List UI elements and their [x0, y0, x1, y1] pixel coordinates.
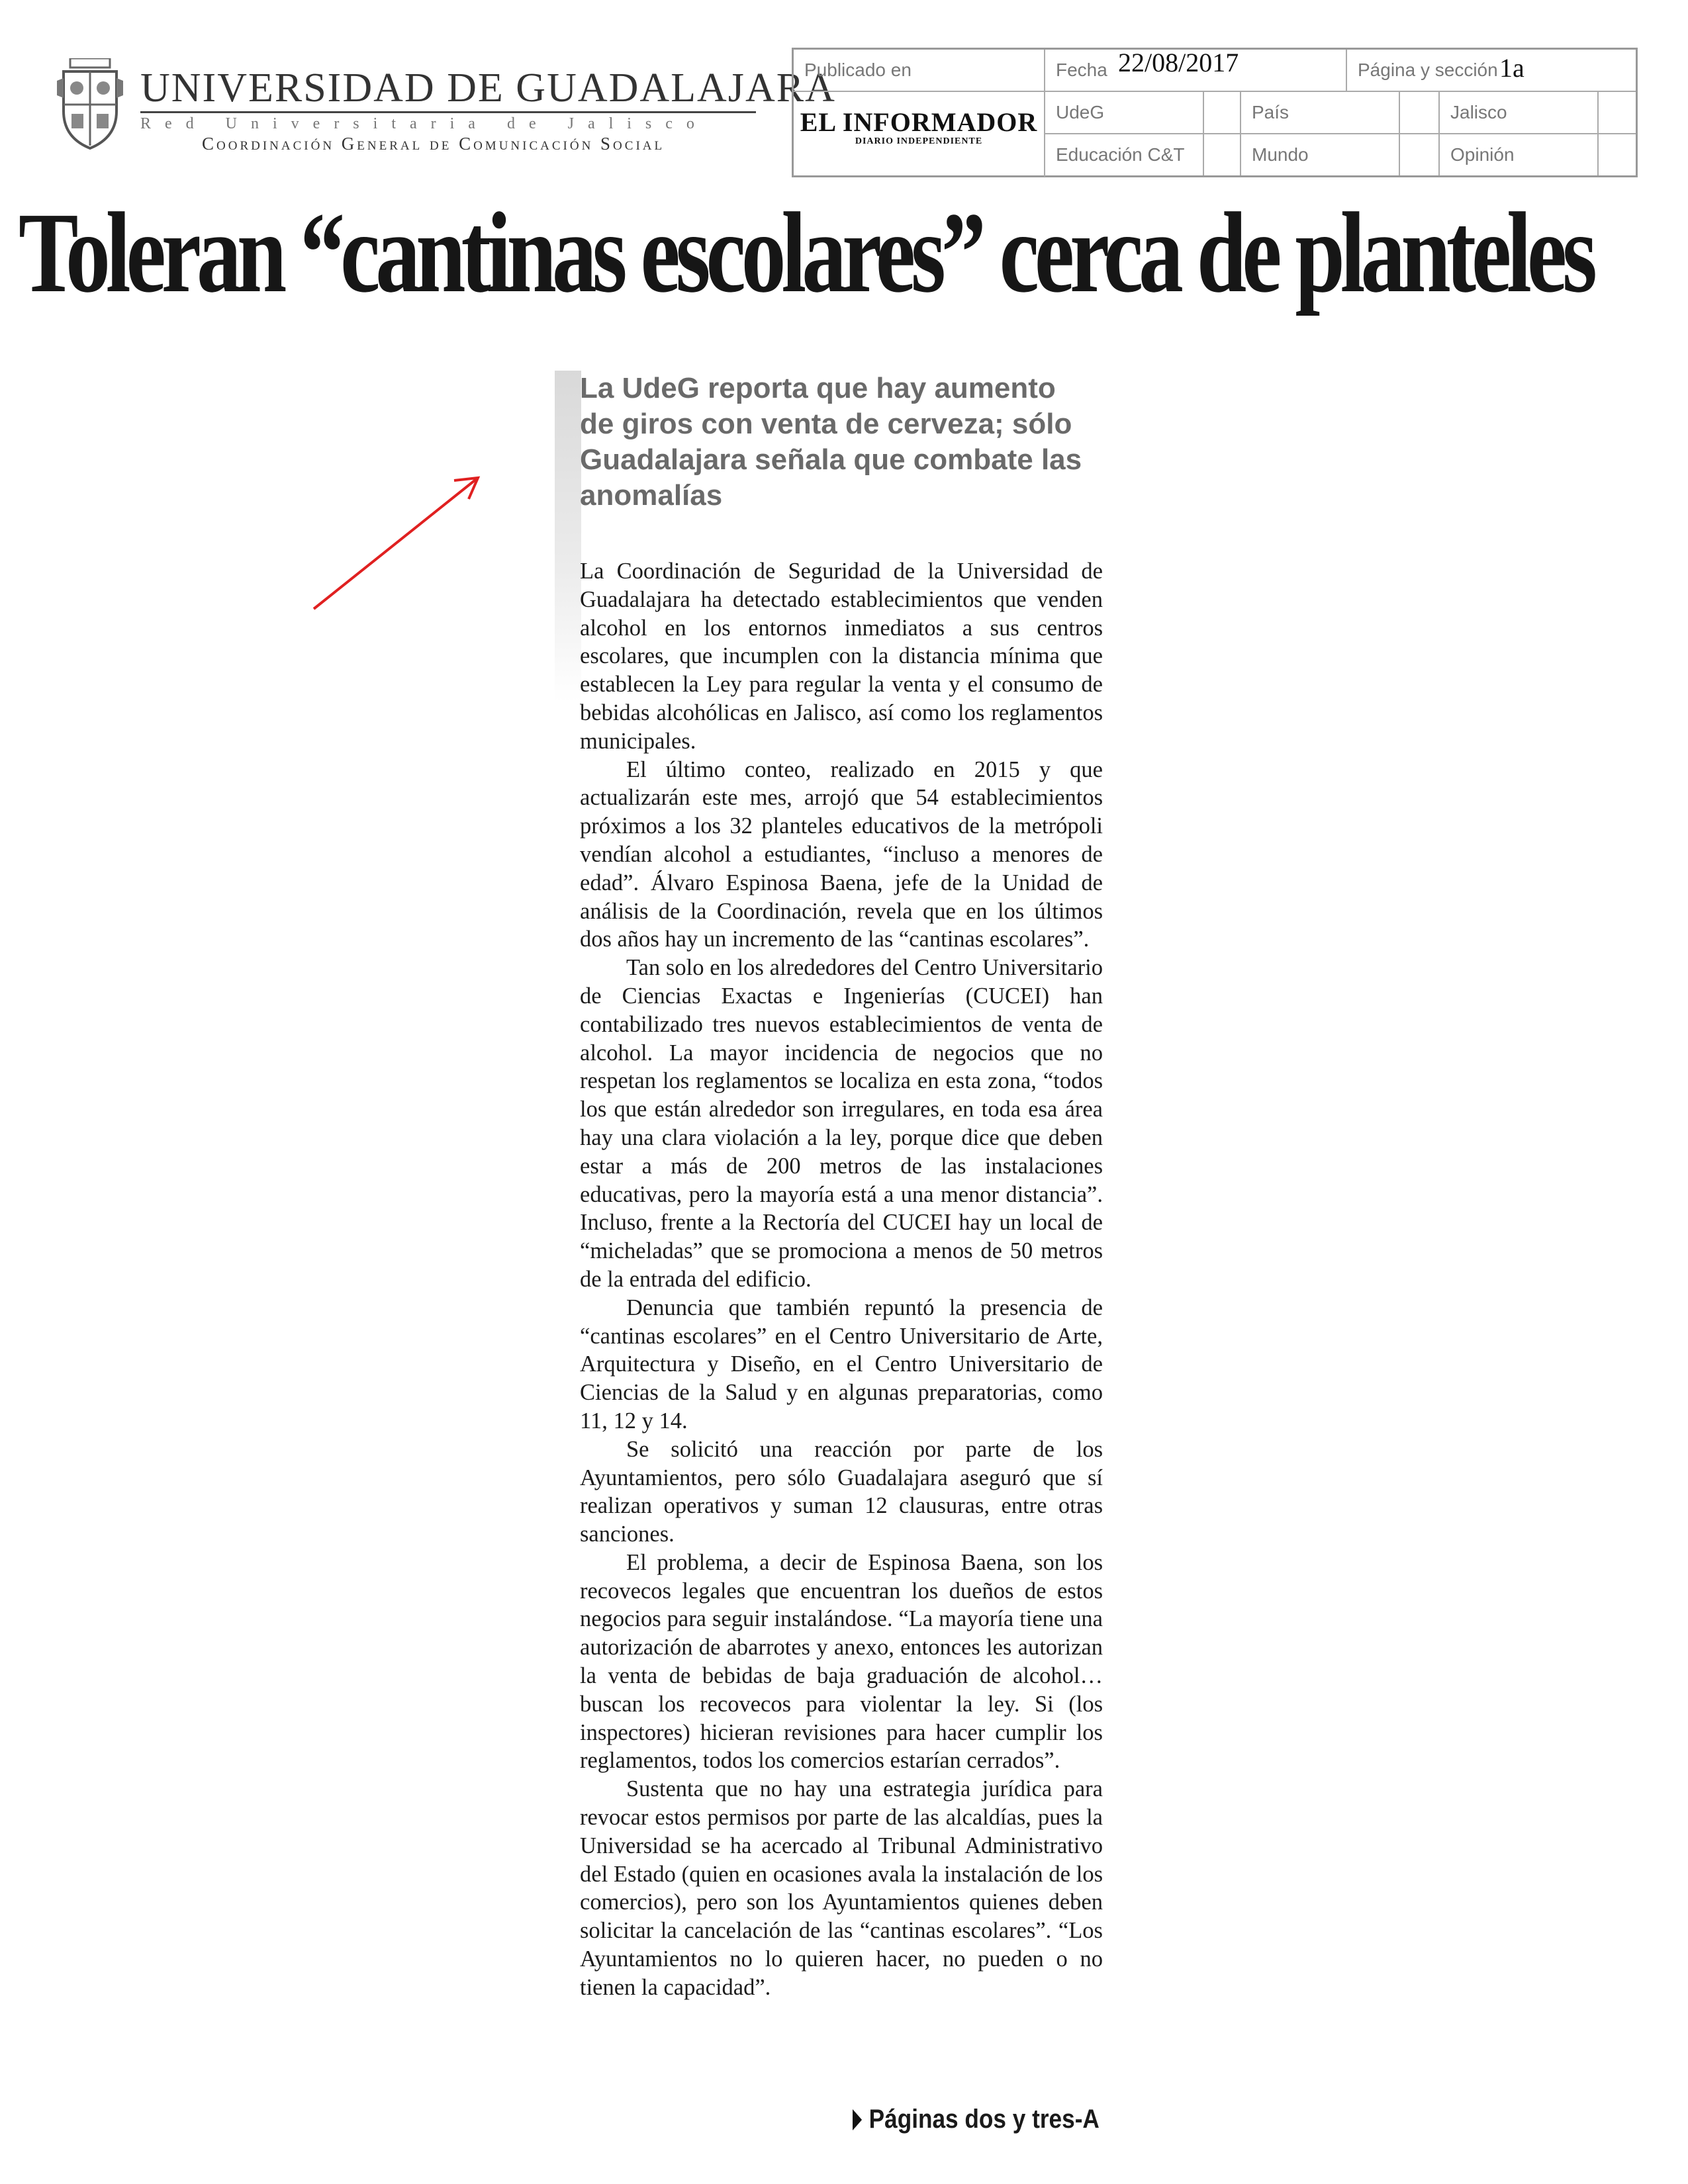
coordination-name: Coordinación General de Comunicación Social — [202, 134, 665, 154]
article-paragraph: Denuncia que también repuntó la presencia de “cantinas escolares” en el Centro Universitario de Arte, Arquitectura y Diseño, en el Centro Universitario de Ciencias de la Salud y en algunas preparatorias, como 11, 12 y 14. — [580, 1295, 1103, 1433]
date-label: Fecha — [1045, 50, 1347, 92]
article-paragraph: El problema, a decir de Espinosa Baena, son los recovecos legales que encuentran los dueños de estos negocios para seguir instalándose. “La mayoría tiene una autorización de abarrotes y anexo, entonces les autorizan la venta de bebidas de baja graduación de alcohol… buscan los recovecos para violentar la ley. Si (los inspectores) hicieran revisiones para hacer cumplir los reglamentos, todos los comercios estarían cerrados”. — [580, 1549, 1103, 1774]
page-reference — [853, 2105, 1098, 2134]
article-subhead: La UdeG reporta que hay aumento de giros con venta de cerveza; sólo Guadalajara señala que combate las anomalías — [580, 372, 1082, 512]
section-opinion: Opinión — [1440, 134, 1599, 175]
headline: Toleran “cantinas escolares” cerca de planteles — [19, 189, 1593, 316]
university-name: UNIVERSIDAD DE GUADALAJARA — [140, 66, 836, 111]
article-paragraph: La Coordinación de Seguridad de la Universidad de Guadalajara ha detectado establecimientos que venden alcohol en los entornos inmediatos a sus centros escolares, que incumplen con la distancia mínima que establecen la Ley para regular la venta y el consumo de bebidas alcohólicas en Jalisco, así como los reglamentos municipales. — [580, 559, 1103, 754]
annotation-arrow-icon — [305, 463, 490, 622]
article-paragraph: El último conteo, realizado en 2015 y que actualizarán este mes, arrojó que 54 establecimientos próximos a los 32 planteles educativos de la metrópoli vendían alcohol a estudiantes, “incluso a menores de edad”. Álvaro Espinosa Baena, jefe de la Unidad de análisis de la Coordinación, revela que en los últimos dos años hay un incremento de las “cantinas escolares”. — [580, 756, 1103, 952]
university-network-line: Red Universitaria de Jalisco — [140, 115, 708, 132]
article-body — [580, 557, 1103, 2002]
section-pais: País — [1241, 92, 1400, 134]
newspaper-name: EL INFORMADOR — [800, 107, 1038, 137]
headline-container — [0, 0, 1688, 344]
newspaper-subtitle: DIARIO INDEPENDIENTE — [855, 136, 983, 146]
page-reference-text: Páginas dos y tres-A — [868, 2105, 1100, 2134]
section-udeg: UdeG — [1045, 92, 1204, 134]
article-paragraph: Sustenta que no hay una estrategia jurídica para revocar estos permisos por parte de las alcaldías, pues la Universidad se ha acercado al Tribunal Administrativo del Estado (quien en ocasiones avala la instalación de los comercios), pero son los Ayuntamientos quienes deben solicitar la cancelación de las “cantinas escolares”. “Los Ayuntamientos no lo quieren hacer, no pueden o no tienen la capacidad”. — [580, 1776, 1103, 2000]
subhead-accent-bar — [555, 371, 581, 702]
triangle-bullet-icon — [853, 2109, 862, 2130]
article-paragraph: Tan solo en los alrededores del Centro Universitario de Ciencias Exactas e Ingenierías (CUCEI) han contabilizado tres nuevos establecimientos de venta de alcohol. La mayor incidencia de negocios que no respetan los reglamentos se localiza en esta zona, “todos los que están alrededor son irregulares, en toda esa área hay una clara violación a la ley, porque dice que deben estar a más de 200 metros de las instalaciones educativas, pero la mayoría está a una menor distancia”. Incluso, frente a la Rectoría del CUCEI hay un local de “micheladas” que se promociona a menos de 50 metros de la entrada del edificio. — [580, 955, 1103, 1292]
page-section-value: 1a — [1499, 53, 1524, 83]
article-paragraph: Se solicitó una reacción por parte de los Ayuntamientos, pero sólo Guadalajara aseguró que sí realizan operativos y suman 12 clausuras, entre otras sanciones. — [580, 1436, 1103, 1547]
section-educacion: Educación C&T — [1045, 134, 1204, 175]
published-in-label: Publicado en — [794, 50, 1045, 92]
page-section-label: Página y sección — [1347, 50, 1636, 92]
section-mundo: Mundo — [1241, 134, 1400, 175]
date-value: 22/08/2017 — [1118, 48, 1239, 77]
article — [580, 371, 1109, 2002]
section-jalisco: Jalisco — [1440, 92, 1599, 134]
